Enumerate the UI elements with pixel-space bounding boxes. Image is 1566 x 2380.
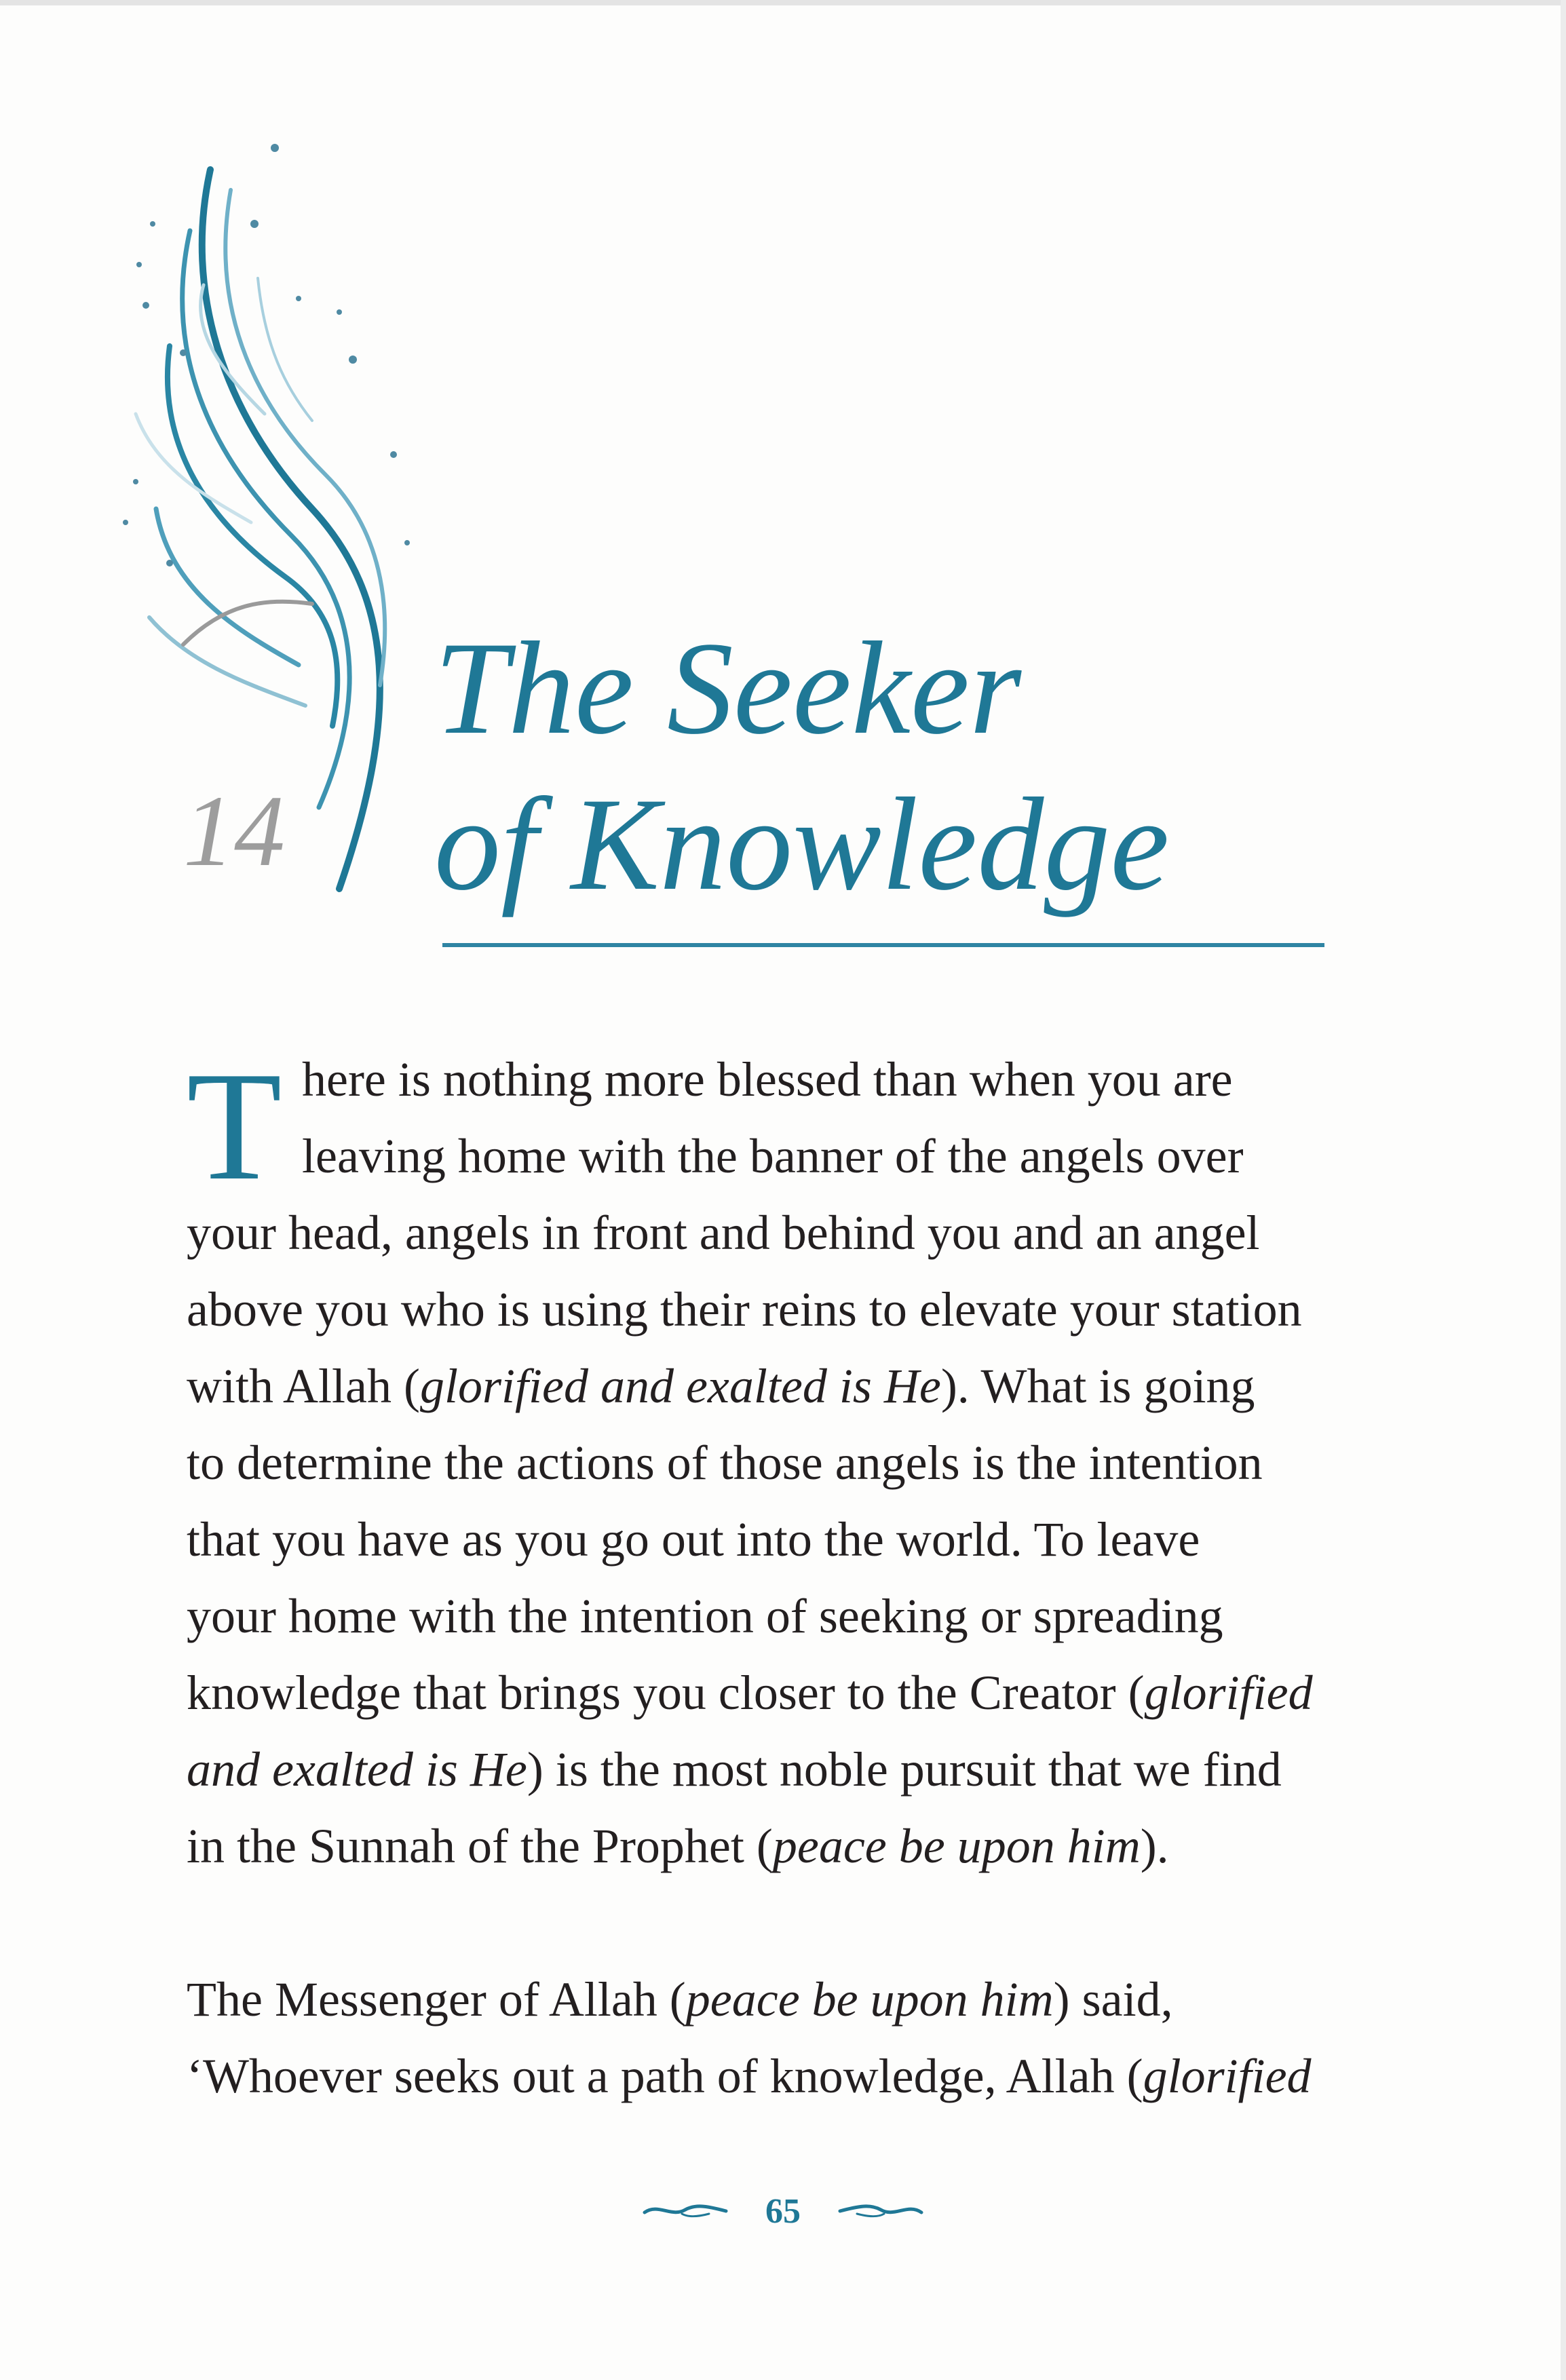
text-run: ) said, bbox=[1053, 1972, 1173, 2027]
text-run: ). bbox=[1140, 1819, 1169, 1873]
text-run: ). What is going bbox=[940, 1359, 1255, 1413]
chapter-title bbox=[434, 611, 1384, 923]
text-line bbox=[187, 1348, 1333, 1425]
text-run: The Messenger of Allah ( bbox=[187, 1972, 686, 2027]
body-text bbox=[187, 1041, 1333, 2115]
text-line: that you have as you go out into the world. To leave bbox=[187, 1512, 1200, 1567]
italic-honorific: glorified bbox=[1143, 2049, 1312, 2103]
text-line bbox=[187, 1808, 1333, 1885]
text-line: your home with the intention of seeking or spreading bbox=[187, 1589, 1223, 1643]
page-number: 65 bbox=[765, 2191, 801, 2231]
text-run: knowledge that brings you closer to the Creator ( bbox=[187, 1666, 1145, 1720]
chapter-title-line-1: The Seeker bbox=[434, 615, 1022, 762]
text-run: in the Sunnah of the Prophet ( bbox=[187, 1819, 773, 1873]
italic-honorific: and exalted is He bbox=[187, 1742, 527, 1797]
left-flourish-icon bbox=[641, 2197, 729, 2225]
text-line: here is nothing more blessed than when you are bbox=[302, 1052, 1233, 1107]
text-line bbox=[187, 1731, 1333, 1808]
paragraph-2 bbox=[187, 1961, 1333, 2115]
italic-honorific: peace be upon him bbox=[772, 1819, 1141, 1873]
text-run: ) is the most noble pursuit that we find bbox=[527, 1742, 1282, 1797]
title-underline bbox=[442, 943, 1324, 947]
text-run: ‘Whoever seeks out a path of knowledge, Allah ( bbox=[187, 2049, 1143, 2103]
italic-honorific: glorified bbox=[1144, 1666, 1313, 1720]
page-footer bbox=[0, 2188, 1566, 2231]
paragraph-1 bbox=[187, 1041, 1333, 1885]
page-right-edge bbox=[1561, 0, 1566, 2380]
chapter-title-line-2: of Knowledge bbox=[434, 771, 1170, 918]
italic-honorific: glorified and exalted is He bbox=[419, 1359, 941, 1413]
text-line: above you who is using their reins to elevate your station bbox=[187, 1282, 1302, 1337]
text-line: to determine the actions of those angels is the intention bbox=[187, 1436, 1263, 1490]
text-line bbox=[187, 2038, 1333, 2115]
drop-cap: T bbox=[187, 1039, 282, 1212]
chapter-number: 14 bbox=[183, 775, 285, 887]
italic-honorific: peace be upon him bbox=[685, 1972, 1054, 2027]
text-line bbox=[187, 1655, 1333, 1731]
text-line bbox=[187, 1961, 1333, 2038]
text-line: your head, angels in front and behind you and an angel bbox=[187, 1206, 1260, 1260]
page-top-edge bbox=[0, 0, 1566, 5]
text-run: with Allah ( bbox=[187, 1359, 420, 1413]
right-flourish-icon bbox=[837, 2197, 925, 2225]
text-line: leaving home with the banner of the angels over bbox=[302, 1129, 1244, 1183]
feather-illustration bbox=[109, 129, 461, 929]
